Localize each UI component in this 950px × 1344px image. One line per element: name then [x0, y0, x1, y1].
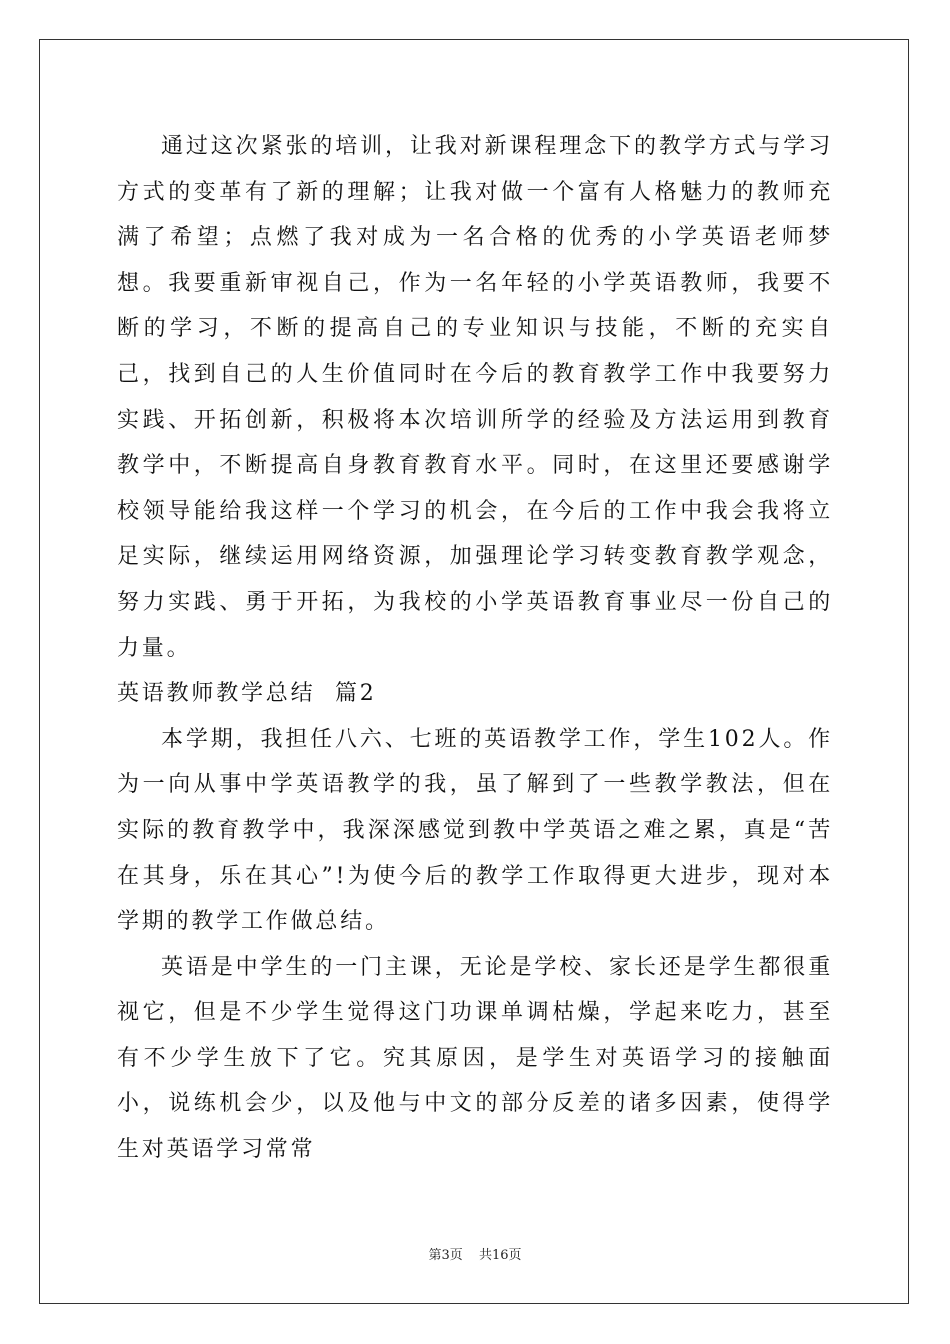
page-number: 第3页 — [428, 1248, 463, 1263]
paragraph: 本学期，我担任八六、七班的英语教学工作，学生102人。作为一向从事中学英语教学的我，虽了解到了一些教学教法，但在实际的教育教学中，我深深感觉到教中学英语之难之累，真是“苦在其身，乐在其心”!为使今后的教学工作取得更大进步，现对本学期的教学工作做总结。 — [117, 726, 833, 935]
paragraph: 英语是中学生的一门主课，无论是学校、家长还是学生都很重视它，但是不少学生觉得这门功课单调枯燥，学起来吃力，甚至有不少学生放下了它。究其原因，是学生对英语学习的接触面小，说练机会少，以及他与中文的部分反差的诸多因素，使得学生对英语学习常常 — [117, 954, 833, 1163]
document-body — [117, 124, 833, 1173]
page-footer — [0, 1244, 950, 1263]
paragraph: 通过这次紧张的培训，让我对新课程理念下的教学方式与学习方式的变革有了新的理解；让我对做一个富有人格魅力的教师充满了希望；点燃了我对成为一名合格的优秀的小学英语老师梦想。我要重新审视自己，作为一名年轻的小学英语教师，我要不断的学习，不断的提高自己的专业知识与技能，不断的充实自己，找到自己的人生价值同时在今后的教育教学工作中我要努力实践、开拓创新，积极将本次培训所学的经验及方法运用到教育教学中，不断提高自身教育教育水平。同时，在这里还要感谢学校领导能给我这样一个学习的机会，在今后的工作中我会我将立足实际，继续运用网络资源，加强理论学习转变教育教学观念，努力实践、勇于开拓，为我校的小学英语教育事业尽一份自己的力量。 — [117, 134, 833, 661]
section-heading: 英语教师教学总结 篇2 — [117, 681, 377, 707]
page-total: 共16页 — [478, 1248, 522, 1263]
